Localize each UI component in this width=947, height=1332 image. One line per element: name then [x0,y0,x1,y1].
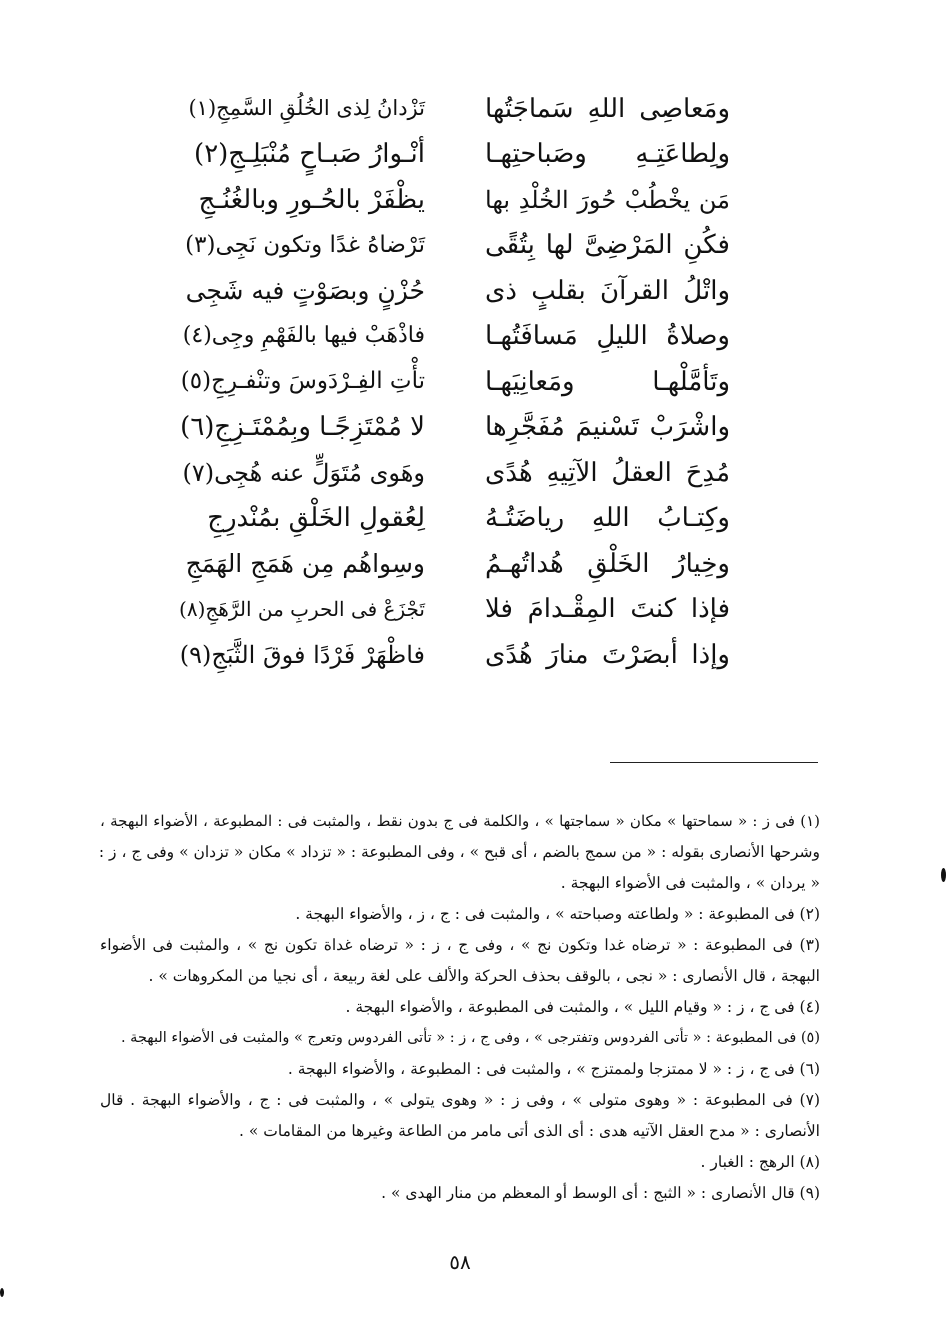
verse-first-hemistich: وتَأمَّلْهـا ومَعانِيَهـا [485,366,730,397]
verse-second-hemistich: أنْـوارُ صَبـاحٍ مُنْبَلِـجِ(٢) [194,139,425,170]
verse-second-hemistich: تَجْزَعْ فى الحربِ من الرَّهَجِ(٨) [179,597,425,622]
verse-first-hemistich: واتْلُ القرآنَ بقلبٍ ذى [485,275,730,306]
verse-first-hemistich: واشْرَبْ تَسْنيمَ مُفَجَّرِها [485,412,730,443]
verse-first-hemistich: ومَعاصِى اللهِ سَماجَتُها [485,93,730,124]
page-number: ٥٨ [449,1250,471,1274]
verse-second-hemistich: لِعُقولِ الخَلْقِ بمُنْدرِجِ [207,503,425,534]
verse-first-hemistich: وإذا أبصَرْتَ منارَ هُدًى [485,639,730,670]
poem-verse [180,268,730,314]
verse-second-hemistich: تَرْضاهُ غدًا وتكون نَجِى(٣) [185,231,425,258]
verse-second-hemistich: حُزْنٍ وبصَوْتٍ فيه شَجِى [185,276,425,306]
verse-second-hemistich: فاظْهَرْ فَرْدًا فوقَ الثَّبَجِ(٩) [179,640,425,669]
footnote-line: « يردان » ، والمثبت فى الأضواء البهجة . [560,874,820,892]
verse-first-hemistich: مُدِحَ العقلُ الآتِيهِ هُدًى [485,457,730,488]
verse-first-hemistich: ولِطاعَتِـهِ وصَباحتِهـا [485,139,730,170]
poem-verse [180,496,730,542]
scan-speck [0,1288,4,1297]
verse-second-hemistich: يظْفَرْ بالحُـورِ وبالغُنُـجِ [198,184,425,215]
poem-verse [180,314,730,360]
verse-second-hemistich: وهَوى مُتَوَلٍّ عنه هُجِى(٧) [182,458,425,487]
poem-verse [180,541,730,587]
footnote-line: (٥) فى المطبوعة : « تأتى الفردوس وتفترجى » ، وفى ج ، ز : « تأتى الفردوس وتعرج » والمثبت فى الأضواء البهجة . [120,1030,820,1046]
poem-verse [180,450,730,496]
footnote-line: (٤) فى ج ، ز : « وقيام الليل » ، والمثبت فى المطبوعة ، والأضواء البهجة . [345,998,820,1016]
verse-second-hemistich: وسِواهُم مِن هَمَجِ الهَمَجِ [185,549,425,579]
verse-second-hemistich: لا مُمْتَزِجًـا وبِمُمْتَـزِجِ(٦) [180,412,425,443]
footnote-line: (٩) قال الأنصارى : « الثبج : أى الوسط أو المعظم من منار الهدى » . [381,1184,820,1202]
verse-second-hemistich: تأْتِ الفِـرْدَوسَ وتنْفـرِجِ(٥) [180,368,425,395]
footnote-line: (٧) فى المطبوعة : « وهوى متولى » ، وفى ز : « وهوى يتولى » ، والمثبت فى : ج ، والأضواء البهجة . قال [100,1091,820,1109]
footnote-line: (١) فى ز : « سماحتها » مكان « سماجتها » ، والكلمة فى ج بدون نقط ، والمثبت فى : المطبوعة ، الأضواء البهجة ، [100,812,820,830]
footnote-line: (٦) فى ج ، ز : « لا ممتزجا ولممتزج » ، والمثبت فى : المطبوعة ، والأضواء البهجة . [287,1060,820,1078]
verse-second-hemistich: فاذْهَبْ فيها بالفَهْمِ وجِى(٤) [182,323,425,349]
footnote-line: البهجة ، قال الأنصارى : « نجى ، بالوقف بحذف الحركة والألف على لغة ربيعة ، أى نجيا من المكروهات » . [148,967,820,985]
verse-first-hemistich: فكُنِ المَرْضِىَّ لها بِتُقًى [485,230,730,261]
footnote-line: (٨) الرهج : الغبار . [700,1153,820,1171]
scan-speck [941,868,946,882]
poem-verse [180,223,730,269]
footnote-separator [610,762,818,763]
poem-verse [180,177,730,223]
verse-first-hemistich: وصلاةُ الليلِ مَسافَتُهـا [485,321,730,352]
poem-verse [180,405,730,451]
verse-first-hemistich: مَن يخْطُبْ حُورَ الخُلْدِ بها [485,185,730,214]
footnote-line: وشرحها الأنصارى بقوله : « من سمج بالضم ، أى قبح » ، وفى المطبوعة : « تزداد » مكان « تزدان » وفى ج ، ز : [98,843,820,861]
verse-first-hemistich: وكِتـابُ اللهِ رياضَتُـهُ [485,503,730,534]
poem-verse [180,86,730,132]
footnote-line: (٢) فى المطبوعة : « ولطاعته وصباحته » ، والمثبت فى : ج ، ز ، والأضواء البهجة . [295,905,820,923]
footnote-line: (٣) فى المطبوعة : « ترضاه غدا وتكون نج » ، وفى ج ، ز : « ترضاه غداة تكون نج » ، والمثبت فى الأضواء [100,936,820,954]
poem-verse [180,587,730,633]
verse-first-hemistich: فإذا كنتَ المِقْـدامَ فلا [485,594,730,625]
poem-block [180,86,730,678]
footnote-line: الأنصارى : « مدح العقل الآتيه هدى : أى الذى أتى مامر من الطاعة وغيرها من المقامات » . [239,1122,820,1140]
verse-first-hemistich: وخِيارُ الخَلْقِ هُداتُهـمُ [485,548,730,579]
footnotes-block [100,806,820,1209]
poem-verse [180,132,730,178]
verse-second-hemistich: تَزْدانُ لِذى الخُلُقِ السَّمِجِ(١) [188,96,425,121]
poem-verse [180,632,730,678]
poem-verse [180,359,730,405]
